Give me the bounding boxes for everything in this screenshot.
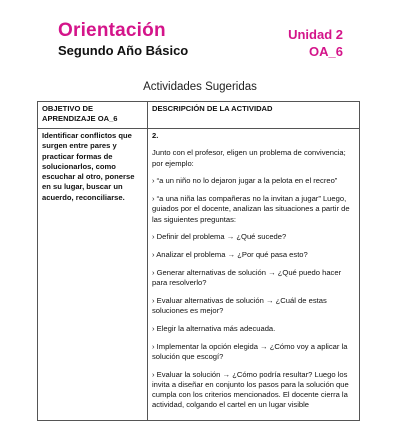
table-header-row (38, 102, 360, 129)
activities-table (37, 101, 360, 421)
description-column-header: DESCRIPCIÓN DE LA ACTIVIDAD (148, 102, 360, 129)
description-paragraph: › Definir del problema → ¿Qué sucede? (152, 232, 287, 242)
description-cell (148, 129, 360, 421)
description-paragraph: › “a una niña las compañeras no la invitan a jugar” Luego, guiados por el docente, analizan las situaciones a partir de las siguientes preguntas: (152, 194, 350, 224)
description-paragraph: › Evaluar la solución → ¿Cómo podría resultar? Luego los invita a diseñar en conjunto los pasos para la solución que cumpla con los criterios mencionados. El docente cierra la actividad, colgando el cartel en un lugar visible (152, 369, 349, 410)
page-title: Orientación (58, 20, 166, 41)
description-paragraph: › Elegir la alternativa más adecuada. (152, 323, 276, 333)
description-paragraph: › Implementar la opción elegida → ¿Cómo voy a aplicar la solución que escogí? (152, 341, 348, 361)
objective-column-header: OBJETIVO DE APRENDIZAJE OA_6 (38, 102, 148, 129)
description-paragraph: › Analizar el problema → ¿Por qué pasa esto? (152, 250, 308, 259)
description-paragraph: › Generar alternativas de solución → ¿Qué puedo hacer para resolverlo? (152, 267, 342, 287)
unit-label: Unidad 2 (288, 27, 343, 42)
description-paragraph: › Evaluar alternativas de solución → ¿Cuál de estas soluciones es mejor? (152, 295, 327, 315)
description-paragraph: › “a un niño no lo dejaron jugar a la pelota en el recreo” (152, 176, 338, 186)
table-row (38, 129, 360, 421)
section-title: Actividades Sugeridas (143, 81, 257, 93)
objective-cell: Identificar conflictos que surgen entre pares y practicar formas de solucionarlos, como escuchar al otro, ponerse en su lugar, buscar un acuerdo, reconciliarse. (38, 129, 148, 421)
activity-number: 2. (152, 131, 159, 140)
page-subtitle: Segundo Año Básico (58, 43, 189, 58)
description-paragraph: Junto con el profesor, eligen un problema de convivencia; por ejemplo: (152, 148, 346, 168)
oa-code: OA_6 (309, 44, 343, 59)
